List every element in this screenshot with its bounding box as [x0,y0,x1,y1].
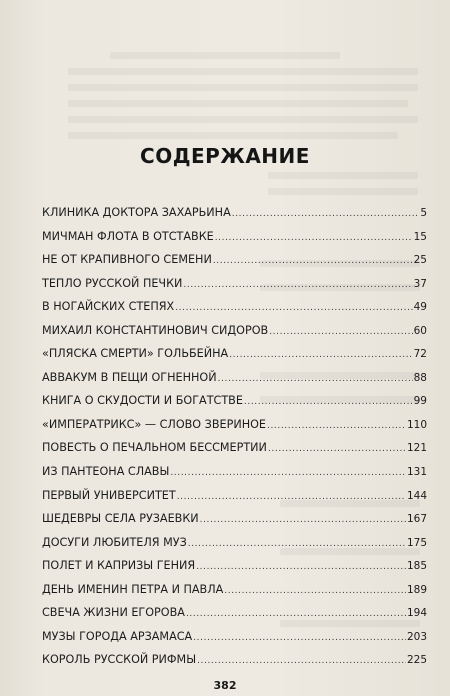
toc-entry-page: 144 [406,489,427,502]
toc-entry-page: 88 [413,371,427,384]
table-of-contents [42,206,427,677]
toc-entry[interactable] [42,206,427,230]
toc-entry[interactable] [42,371,427,395]
toc-entry-title: МИХАИЛ КОНСТАНТИНОВИЧ СИДОРОВ [42,323,269,337]
toc-entry-page: 167 [406,513,427,526]
toc-entry[interactable] [42,253,427,277]
toc-heading: СОДЕРЖАНИЕ [140,144,310,168]
toc-entry-page: 185 [406,560,427,573]
toc-entry-title: ДЕНЬ ИМЕНИН ПЕТРА И ПАВЛА [42,582,224,596]
toc-entry[interactable] [42,630,427,654]
dot-leader [188,539,406,549]
toc-entry-title: КОРОЛЬ РУССКОЙ РИФМЫ [42,653,197,667]
toc-entry-title: «ИМПЕРАТРИКС» — СЛОВО ЗВЕРИНОЕ [42,417,266,431]
dot-leader [193,633,406,643]
toc-entry-title: КЛИНИКА ДОКТОРА ЗАХАРЬИНА [42,206,231,219]
toc-entry-title: «ПЛЯСКА СМЕРТИ» ГОЛЬБЕЙНА [42,347,229,361]
toc-entry[interactable] [42,583,427,607]
toc-entry[interactable] [42,324,427,348]
dot-leader [244,397,413,407]
toc-entry-page: 121 [406,442,427,455]
toc-entry[interactable] [42,441,427,465]
toc-entry-title: МУЗЫ ГОРОДА АРЗАМАСА [42,629,193,643]
toc-entry-page: 99 [413,395,427,408]
toc-entry-page: 203 [406,630,427,643]
toc-entry-page: 5 [420,207,427,219]
toc-entry-page: 15 [413,230,427,243]
toc-entry-title: ШЕДЕВРЫ СЕЛА РУЗАЕВКИ [42,512,199,526]
dot-leader [175,303,412,313]
toc-entry[interactable] [42,300,427,324]
toc-entry-title: ТЕПЛО РУССКОЙ ПЕЧКИ [42,276,183,290]
dot-leader [183,280,412,290]
dot-leader [229,350,412,360]
toc-entry-page: 131 [406,466,427,479]
dot-leader [215,233,413,243]
toc-entry-title: КНИГА О СКУДОСТИ И БОГАТСТВЕ [42,394,243,408]
toc-entry-page: 37 [413,277,427,290]
toc-entry[interactable] [42,606,427,630]
dot-leader [218,374,413,384]
toc-entry-page: 225 [406,654,427,667]
dot-leader [177,492,406,502]
toc-entry-title: СВЕЧА ЖИЗНИ ЕГОРОВА [42,606,185,620]
toc-entry-title: АВВАКУМ В ПЕЩИ ОГНЕННОЙ [42,370,217,384]
toc-entry-title: ИЗ ПАНТЕОНА СЛАВЫ [42,465,170,479]
toc-entry-title: НЕ ОТ КРАПИВНОГО СЕМЕНИ [42,253,212,267]
dot-leader [196,562,406,572]
dot-leader [268,444,406,454]
toc-entry[interactable] [42,418,427,442]
dot-leader [197,656,406,666]
toc-entry[interactable] [42,347,427,371]
toc-entry[interactable] [42,394,427,418]
dot-leader [232,209,420,219]
dot-leader [213,256,413,266]
toc-entry-title: ПЕРВЫЙ УНИВЕРСИТЕТ [42,488,176,502]
toc-entry[interactable] [42,489,427,513]
toc-entry[interactable] [42,559,427,583]
toc-entry-page: 194 [406,607,427,620]
dot-leader [186,609,406,619]
dot-leader [269,327,412,337]
toc-entry-title: МИЧМАН ФЛОТА В ОТСТАВКЕ [42,229,214,243]
toc-entry-page: 110 [406,418,427,431]
page-number: 382 [213,679,237,692]
toc-entry[interactable] [42,465,427,489]
toc-entry-page: 25 [413,254,427,267]
toc-entry[interactable] [42,512,427,536]
toc-entry-title: ПОЛЕТ И КАПРИЗЫ ГЕНИЯ [42,559,196,573]
toc-entry[interactable] [42,277,427,301]
toc-entry[interactable] [42,653,427,677]
toc-entry-title: В НОГАЙСКИХ СТЕПЯХ [42,300,175,314]
toc-entry-page: 175 [406,536,427,549]
dot-leader [200,515,406,525]
dot-leader [267,421,406,431]
toc-entry-page: 49 [413,301,427,314]
dot-leader [224,586,406,596]
toc-entry[interactable] [42,230,427,254]
toc-entry-page: 189 [406,583,427,596]
toc-entry-page: 60 [413,324,427,337]
toc-entry-page: 72 [413,348,427,361]
toc-entry-title: ПОВЕСТЬ О ПЕЧАЛЬНОМ БЕССМЕРТИИ [42,441,267,455]
toc-entry-title: ДОСУГИ ЛЮБИТЕЛЯ МУЗ [42,535,187,549]
dot-leader [170,468,406,478]
toc-entry[interactable] [42,536,427,560]
